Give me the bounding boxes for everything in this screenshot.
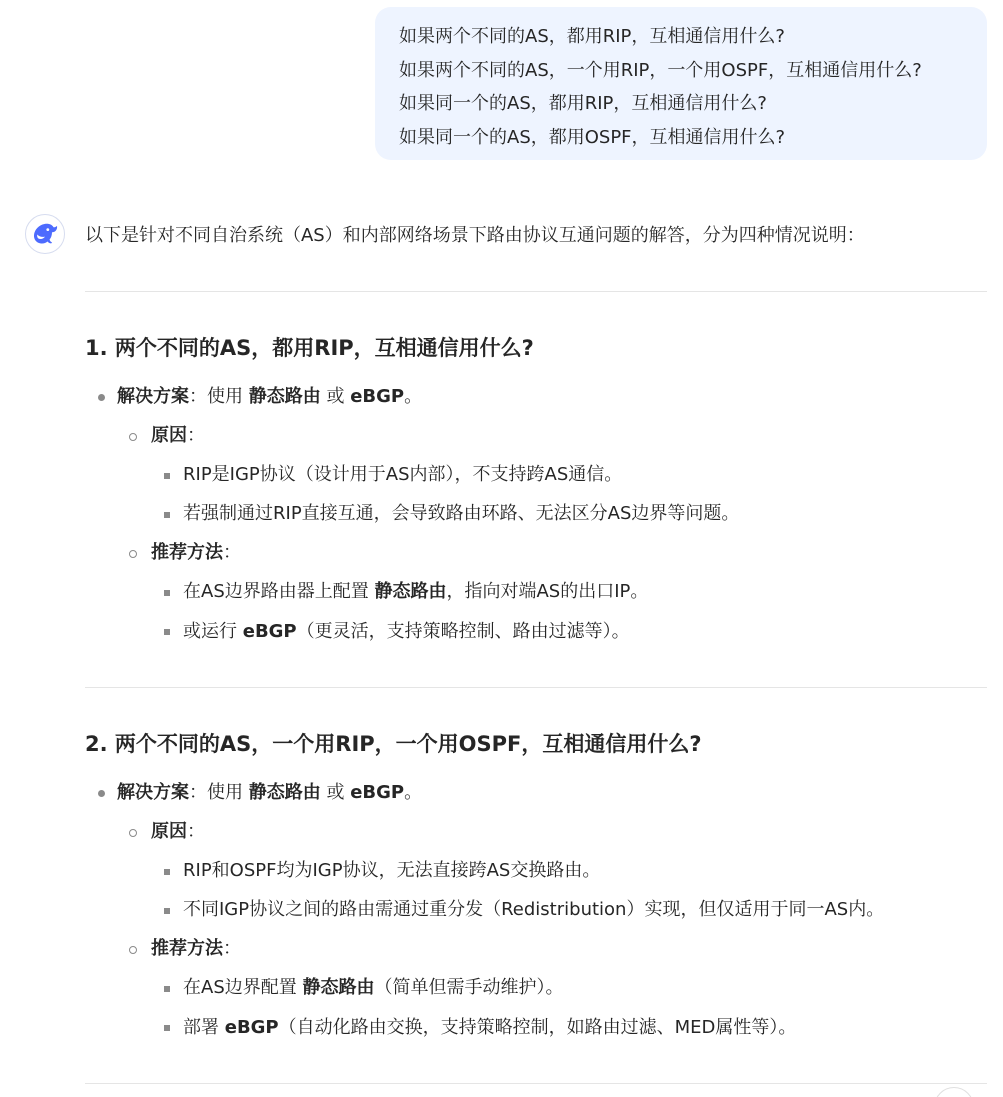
- section-2-heading: 2. 两个不同的AS，一个用RIP，一个用OSPF，互相通信用什么?: [85, 732, 702, 756]
- bullet-circle: [129, 946, 137, 954]
- solution-colon: ：使用: [189, 782, 249, 803]
- user-message-line: 如果同一个的AS，都用RIP，互相通信用什么?: [399, 93, 767, 114]
- user-message-line: 如果同一个的AS，都用OSPF，互相通信用什么?: [399, 126, 786, 148]
- section-1-method-item: [183, 618, 630, 646]
- section-2-method-item: [183, 1014, 796, 1042]
- section-1-reason-item: 若强制通过RIP直接互通，会导致路由环路、无法区分AS边界等问题。: [183, 503, 740, 524]
- bullet-circle: [129, 550, 137, 558]
- bullet-circle: [129, 829, 137, 837]
- method-colon: ：: [223, 542, 241, 563]
- user-message-line: 如果两个不同的AS，一个用RIP，一个用OSPF，互相通信用什么?: [399, 59, 922, 81]
- scroll-to-bottom-button[interactable]: [934, 1087, 974, 1097]
- whale-logo-icon: [31, 222, 59, 246]
- section-2-reason-item: RIP和OSPF均为IGP协议，无法直接跨AS交换路由。: [183, 860, 601, 881]
- section-2-method-label: [151, 935, 241, 963]
- section-1-method-label: [151, 539, 241, 567]
- reason-label: 原因: [151, 821, 187, 842]
- section-2-solution: [117, 779, 422, 807]
- assistant-avatar: [25, 214, 65, 254]
- reason-label: 原因: [151, 425, 187, 446]
- method-keyword: 静态路由: [302, 977, 375, 998]
- method-label: 推荐方法: [151, 542, 223, 563]
- bullet-square: [164, 869, 170, 875]
- method-keyword: 静态路由: [374, 581, 447, 602]
- solution-label: 解决方案: [117, 386, 189, 407]
- reason-colon: ：: [187, 821, 205, 842]
- section-2-method-item: [183, 974, 563, 1002]
- section-1-method-item: [183, 578, 648, 606]
- user-message-bubble: [375, 7, 987, 160]
- bullet-square: [164, 629, 170, 635]
- bullet-square: [164, 908, 170, 914]
- bullet-circle: [129, 433, 137, 441]
- method-keyword: eBGP: [242, 621, 297, 642]
- section-2-reason-label: [151, 818, 205, 846]
- method-text: （简单但需手动维护）。: [374, 977, 564, 998]
- method-colon: ：: [223, 938, 241, 959]
- solution-end: 。: [404, 386, 423, 407]
- bullet-dot: [98, 790, 105, 797]
- divider: [85, 687, 987, 688]
- section-1-solution: [117, 383, 422, 411]
- bullet-square: [164, 512, 170, 518]
- solution-option-ebgp: eBGP: [350, 386, 405, 407]
- solution-colon: ：使用: [189, 386, 249, 407]
- user-message-line: 如果两个不同的AS，都用RIP，互相通信用什么?: [399, 26, 785, 47]
- solution-label: 解决方案: [117, 782, 189, 803]
- reason-colon: ：: [187, 425, 205, 446]
- divider: [85, 1083, 987, 1084]
- bullet-square: [164, 473, 170, 479]
- solution-or: 或: [320, 386, 351, 407]
- method-keyword: eBGP: [224, 1017, 279, 1038]
- method-label: 推荐方法: [151, 938, 223, 959]
- bullet-dot: [98, 394, 105, 401]
- bullet-square: [164, 590, 170, 596]
- method-text: 在AS边界配置: [183, 977, 303, 998]
- assistant-intro: 以下是针对不同自治系统（AS）和内部网络场景下路由协议互通问题的解答，分为四种情况说明：: [85, 225, 865, 246]
- solution-end: 。: [404, 782, 423, 803]
- solution-option-static: 静态路由: [248, 782, 321, 803]
- method-text: ，指向对端AS的出口IP。: [446, 581, 649, 602]
- bullet-square: [164, 986, 170, 992]
- method-text: （更灵活，支持策略控制、路由过滤等）。: [296, 621, 630, 642]
- method-text: 部署: [183, 1017, 225, 1038]
- method-text: 在AS边界路由器上配置: [183, 581, 375, 602]
- method-text: 或运行: [183, 621, 243, 642]
- section-1-reason-label: [151, 422, 205, 450]
- section-1-reason-item: RIP是IGP协议（设计用于AS内部），不支持跨AS通信。: [183, 464, 623, 485]
- divider: [85, 291, 987, 292]
- section-1-heading: 1. 两个不同的AS，都用RIP，互相通信用什么?: [85, 336, 534, 360]
- method-text: （自动化路由交换，支持策略控制，如路由过滤、MED属性等）。: [278, 1017, 797, 1038]
- solution-or: 或: [320, 782, 351, 803]
- solution-option-static: 静态路由: [248, 386, 321, 407]
- section-2-reason-item: 不同IGP协议之间的路由需通过重分发（Redistribution）实现，但仅适用于同一AS内。: [183, 899, 885, 920]
- bullet-square: [164, 1025, 170, 1031]
- solution-option-ebgp: eBGP: [350, 782, 405, 803]
